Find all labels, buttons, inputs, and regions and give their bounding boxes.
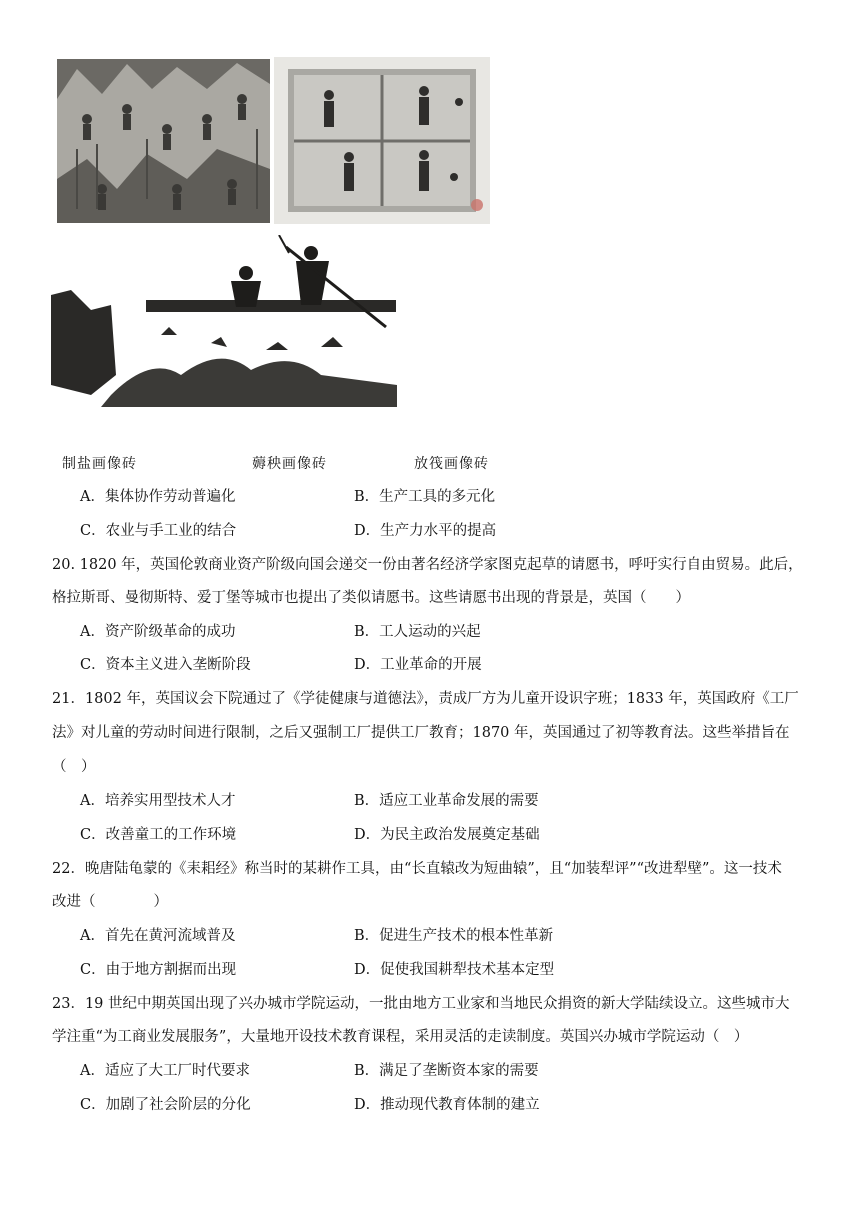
q20-stem-line1: 20. 1820 年，英国伦敦商业资产阶级向国会递交一份由著名经济学家图克起草的请愿书，呼吁实行自由贸易。此后， [52, 557, 803, 573]
q20-stem-line2: 格拉斯哥、曼彻斯特、爱丁堡等城市也提出了类似请愿书。这些请愿书出现的背景是，英国（ ） [52, 590, 690, 606]
q22-option-b[interactable]: B．促进生产技术的根本性革新 [354, 928, 554, 944]
q23-option-d[interactable]: D．推动现代教育体制的建立 [354, 1097, 540, 1113]
q23-option-b[interactable]: B．满足了垄断资本家的需要 [354, 1063, 539, 1079]
q21-stem-line3: （ ） [52, 759, 96, 775]
q22-stem-line2: 改进（ ） [52, 894, 168, 910]
q19-option-c[interactable]: C．农业与手工业的结合 [80, 523, 237, 539]
weeding-brick-image [274, 57, 490, 224]
caption-weeding: 薅秧画像砖 [252, 456, 327, 472]
q23-option-c[interactable]: C．加剧了社会阶层的分化 [80, 1097, 251, 1113]
q21-option-d[interactable]: D．为民主政治发展奠定基础 [354, 827, 540, 843]
q19-option-b[interactable]: B．生产工具的多元化 [354, 489, 496, 505]
q19-option-d[interactable]: D．生产力水平的提高 [354, 523, 497, 539]
caption-rafting: 放筏画像砖 [414, 456, 489, 472]
q21-option-a[interactable]: A．培养实用型技术人才 [80, 793, 236, 809]
salt-making-brick-image [57, 59, 270, 223]
q20-option-c[interactable]: C．资本主义进入垄断阶段 [80, 657, 251, 673]
q20-option-a[interactable]: A．资产阶级革命的成功 [80, 624, 236, 640]
q21-stem-line2: 法》对儿童的劳动时间进行限制，之后又强制工厂提供工厂教育；1870 年，英国通过了初等教育法。这些举措旨在 [52, 725, 790, 741]
q20-option-d[interactable]: D．工业革命的开展 [354, 657, 482, 673]
caption-salt-making: 制盐画像砖 [62, 456, 137, 472]
q20-option-b[interactable]: B．工人运动的兴起 [354, 624, 481, 640]
rafting-brick-image [51, 235, 397, 407]
q21-option-b[interactable]: B．适应工业革命发展的需要 [354, 793, 539, 809]
q22-option-d[interactable]: D．促使我国耕犁技术基本定型 [354, 962, 555, 978]
q23-stem-line2: 学注重“为工商业发展服务”，大量地开设技术教育课程，采用灵活的走读制度。英国兴办城市学院运动（ ） [52, 1029, 749, 1045]
q22-option-c[interactable]: C．由于地方割据而出现 [80, 962, 237, 978]
q23-stem-line1: 23．19 世纪中期英国出现了兴办城市学院运动，一批由地方工业家和当地民众捐资的新大学陆续设立。这些城市大 [52, 996, 790, 1012]
q22-stem-line1: 22．晚唐陆龟蒙的《耒耜经》称当时的某耕作工具，由“长直辕改为短曲辕”，且“加装犁评”“改进犁壁”。这一技术 [52, 861, 782, 877]
q19-option-a[interactable]: A．集体协作劳动普遍化 [80, 489, 236, 505]
q22-option-a[interactable]: A．首先在黄河流域普及 [80, 928, 236, 944]
q21-stem-line1: 21．1802 年，英国议会下院通过了《学徒健康与道德法》，责成厂方为儿童开设识字班；1833 年，英国政府《工厂 [52, 691, 799, 707]
q21-option-c[interactable]: C．改善童工的工作环境 [80, 827, 237, 843]
q23-option-a[interactable]: A．适应了大工厂时代要求 [80, 1063, 250, 1079]
